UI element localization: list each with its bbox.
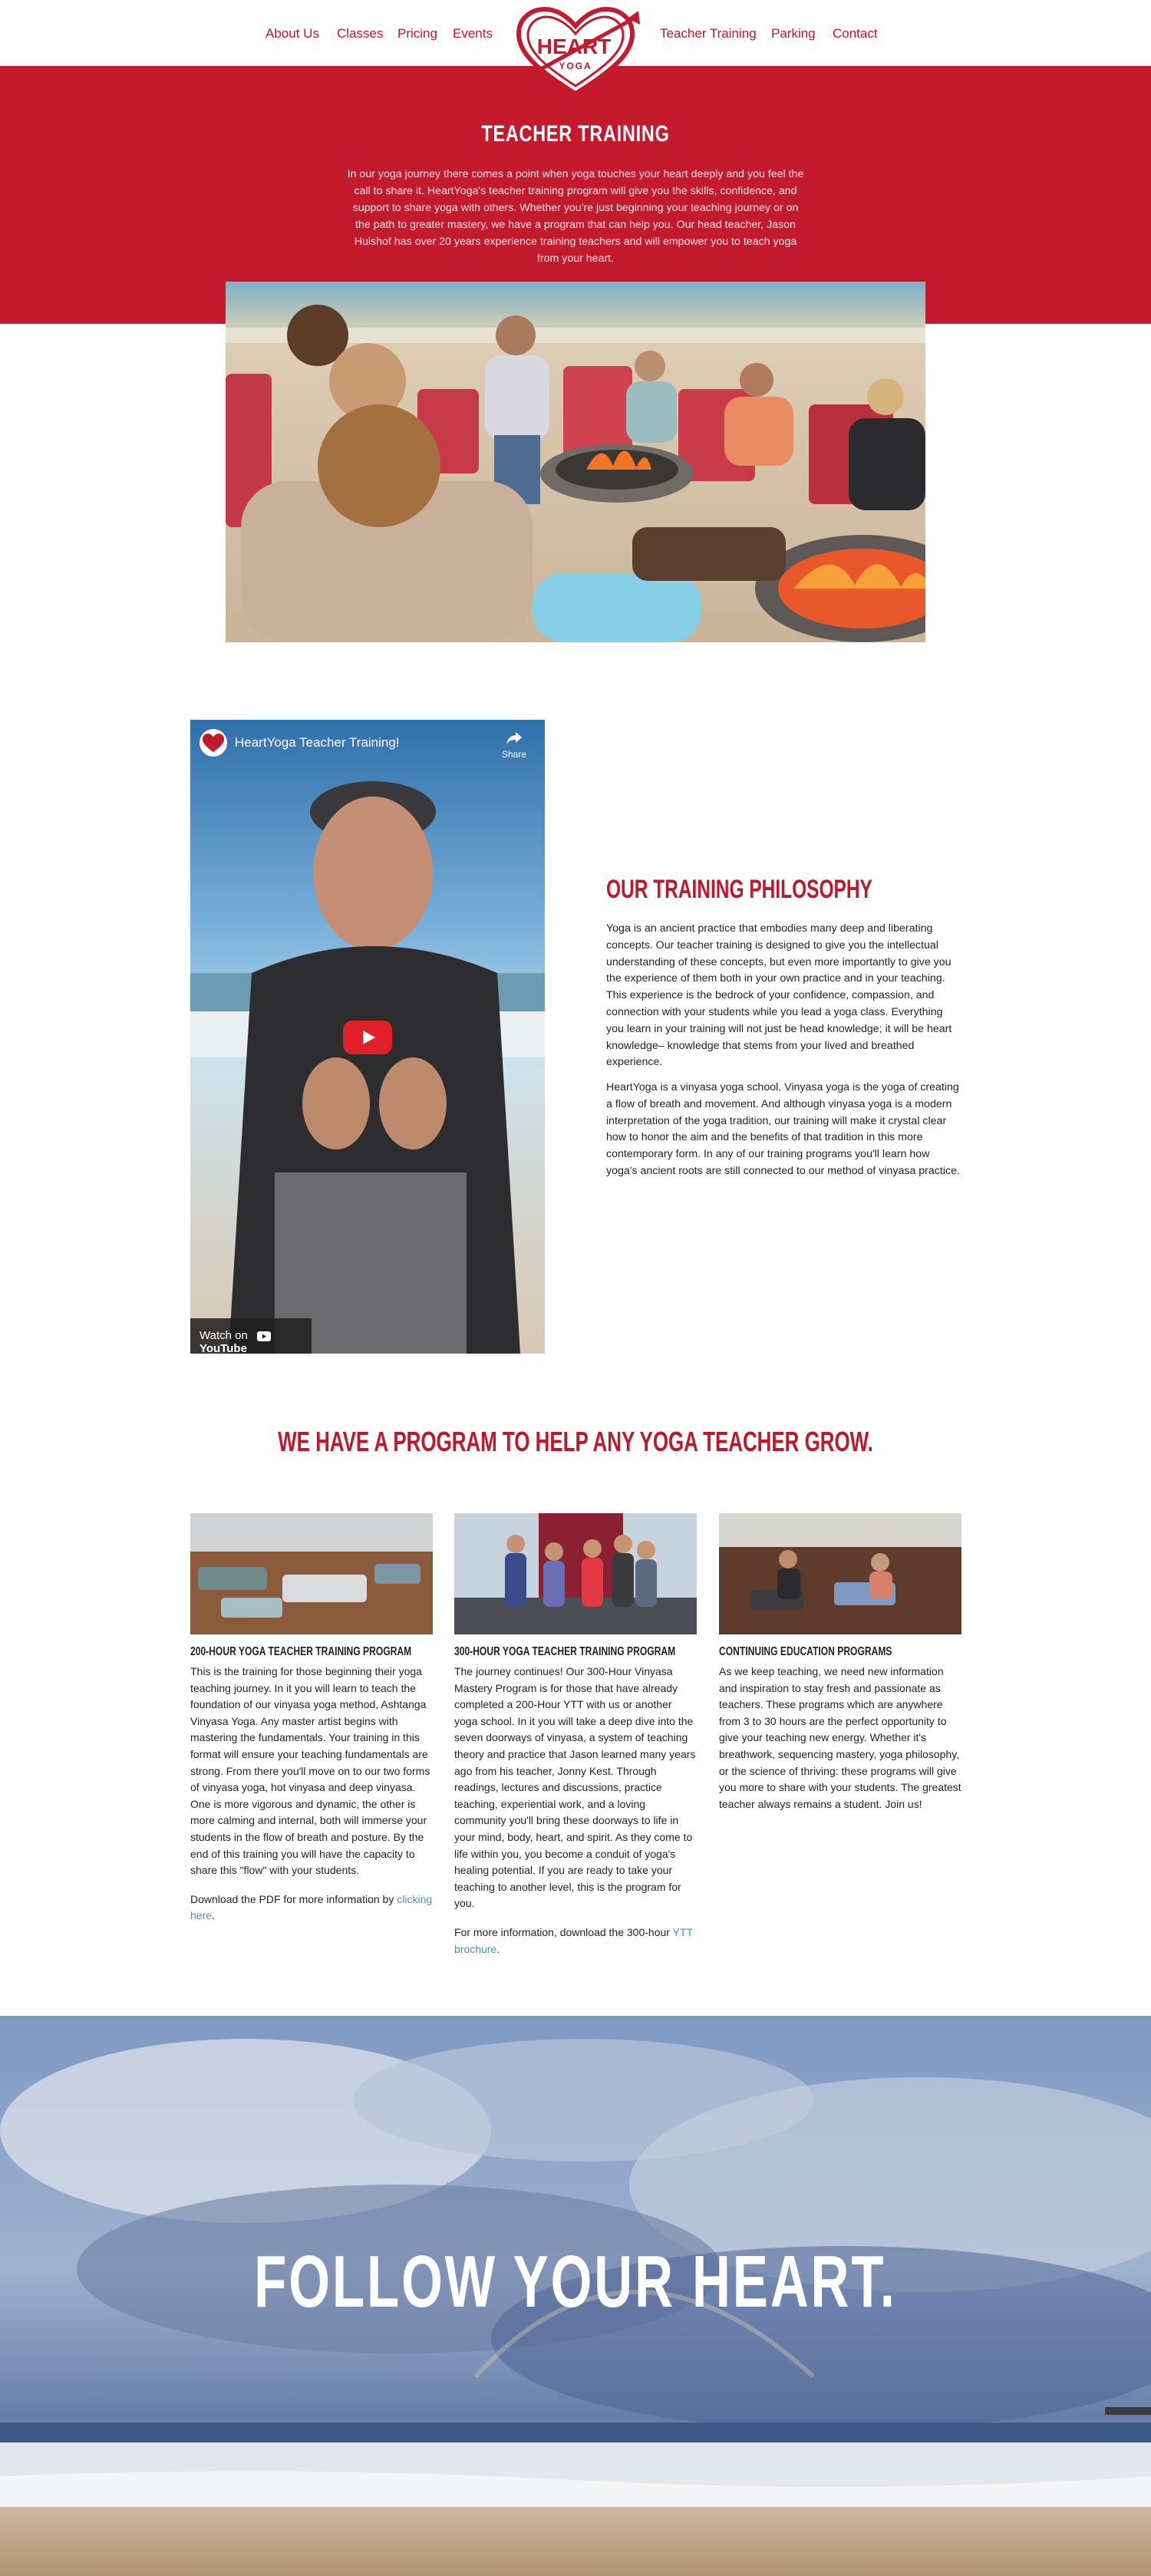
play-icon [343,1021,392,1054]
watch-on-label: Watch on [200,1329,248,1342]
channel-avatar[interactable] [200,729,227,757]
philosophy-paragraph-2: HeartYoga is a vinyasa yoga school. Vinyasa yoga is the yoga of creating a flow of breath and movement. And although vinyasa yoga is a modern interpretation of the yoga tradition, our training will make it crystal clear how to honor the aim and the benefits of that tradition in this more contemporary form. In any of our training programs you'll learn how yoga's ancient roots are still connected to our method of vinyasa practice. [606,1081,960,1177]
svg-text:™: ™ [614,65,619,71]
nav-events[interactable]: Events [453,26,493,41]
svg-text:YOGA: YOGA [559,61,592,71]
program-200-hour-photo [190,1513,433,1634]
program-300-hour-download-text: For more information, download the 300-hour YTT brochure. [454,1925,693,1955]
watch-on-youtube-button[interactable] [190,1318,312,1354]
program-continuing-education [719,1513,961,1812]
program-300-hour-brochure-link[interactable]: YTT brochure [454,1925,693,1955]
follow-your-heart-title: FOLLOW YOUR HEART. [254,2241,897,2323]
program-200-hour [190,1513,433,1925]
program-200-hour-pdf-link[interactable]: clicking here [190,1892,433,1922]
program-continuing-education-title: CONTINUING EDUCATION PROGRAMS [719,1645,892,1658]
nav-parking[interactable]: Parking [771,26,816,41]
programs-heading: WE HAVE A PROGRAM TO HELP ANY YOGA TEACHER GROW. [278,1426,873,1457]
youtube-video-embed[interactable] [190,720,545,1354]
program-300-hour-photo [454,1513,697,1634]
heartyoga-logo[interactable] [508,3,643,100]
program-200-hour-download-text: Download the PDF for more information by clicking here. [190,1892,433,1922]
nav-classes[interactable]: Classes [337,26,384,41]
share-label: Share [501,749,527,760]
video-title[interactable]: HeartYoga Teacher Training! [235,735,400,750]
philosophy-title: OUR TRAINING PHILOSOPHY [606,875,872,904]
philosophy-paragraph-1: Yoga is an ancient practice that embodies many deep and liberating concepts. Our teacher training is designed to give you the intellectual understanding of these concepts, but even more importantly to give you the experience of them both in your own practice and in your teaching. This experience is the bedrock of your confidence, compassion, and connection with your students while you lead a yoga class. Everything you learn in your training will not just be head knowledge; it will be heart knowledge– knowledge that stems from your lived and breathed experience. [606,922,952,1069]
youtube-icon [257,1331,271,1341]
svg-text:HEART: HEART [536,35,612,58]
program-300-hour [454,1513,697,1958]
play-button[interactable] [343,1021,392,1054]
program-300-hour-description: The journey continues! Our 300-Hour Vinyasa Mastery Program is for those that have already completed a 200-Hour YTT with us or another yoga school. In it you will take a deep dive into the seven doorways of vinyasa, a system of teaching theory and practice that Jason learned many years ago from his teacher, Jonny Kest. Through readings, lectures and discussions, practice teaching, experiential work, and a loving community you'll bring these doorways to life in your mind, body, heart, and spirit. As they come to life within you, you become a conduit of yoga's healing potential. If you are ready to take your teaching to another level, this is the program for you. [454,1665,696,1910]
nav-contact[interactable]: Contact [833,26,878,41]
page-title: TEACHER TRAINING [481,121,670,147]
program-300-hour-title: 300-HOUR YOGA TEACHER TRAINING PROGRAM [454,1645,676,1658]
program-200-hour-title: 200-HOUR YOGA TEACHER TRAINING PROGRAM [190,1645,412,1658]
program-continuing-education-description: As we keep teaching, we need new information and inspiration to stay fresh and passionate as teachers. These programs which are anywhere from 3 to 30 hours are the perfect opportunity to give your teaching new energy. Whether it's breathwork, sequencing mastery, yoga philosophy, or the science of thriving: these programs will give you more to share with your students. The greatest teacher always remains a student. Join us! [719,1665,961,1810]
program-200-hour-description: This is the training for those beginning their yoga teaching journey. In it you will learn to teach the foundation of our vinyasa yoga method, Ashtanga Vinyasa Yoga. Any master artist begins with mastering the fundamentals. Your training in this format will ensure your teaching fundamentals are strong. From there you'll move on to our two forms of vinyasa yoga, hot vinyasa and deep vinyasa. One is more vigorous and dynamic, the other is more calming and internal, both will immerse your students in the flow of breath and posture. By the end of this training you will have the capacity to share this "flow" with your students. [190,1665,430,1877]
nav-teacher-training[interactable]: Teacher Training [660,26,757,41]
follow-your-heart-banner [0,2016,1151,2576]
heart-logo-icon [508,3,643,100]
nav-pricing[interactable]: Pricing [397,26,437,41]
hero-intro-text: In our yoga journey there comes a point when yoga touches your heart deeply and you feel the call to share it. HeartYoga's teacher training program will give you the skills, confidence, and support to share yoga with others. Whether you're just beginning your teaching journey or on the path to greater mastery, we have a program that can help you. Our head teacher, Jason Hulshof has over 20 years experience training teachers and will empower you to teach yoga from your heart. [347,168,804,265]
beach-firepit-photo [226,282,925,642]
program-continuing-education-photo [719,1513,961,1634]
share-button[interactable] [499,731,529,760]
nav-about-us[interactable]: About Us [265,26,319,41]
share-icon [505,731,523,746]
youtube-label: YouTube [200,1342,247,1354]
